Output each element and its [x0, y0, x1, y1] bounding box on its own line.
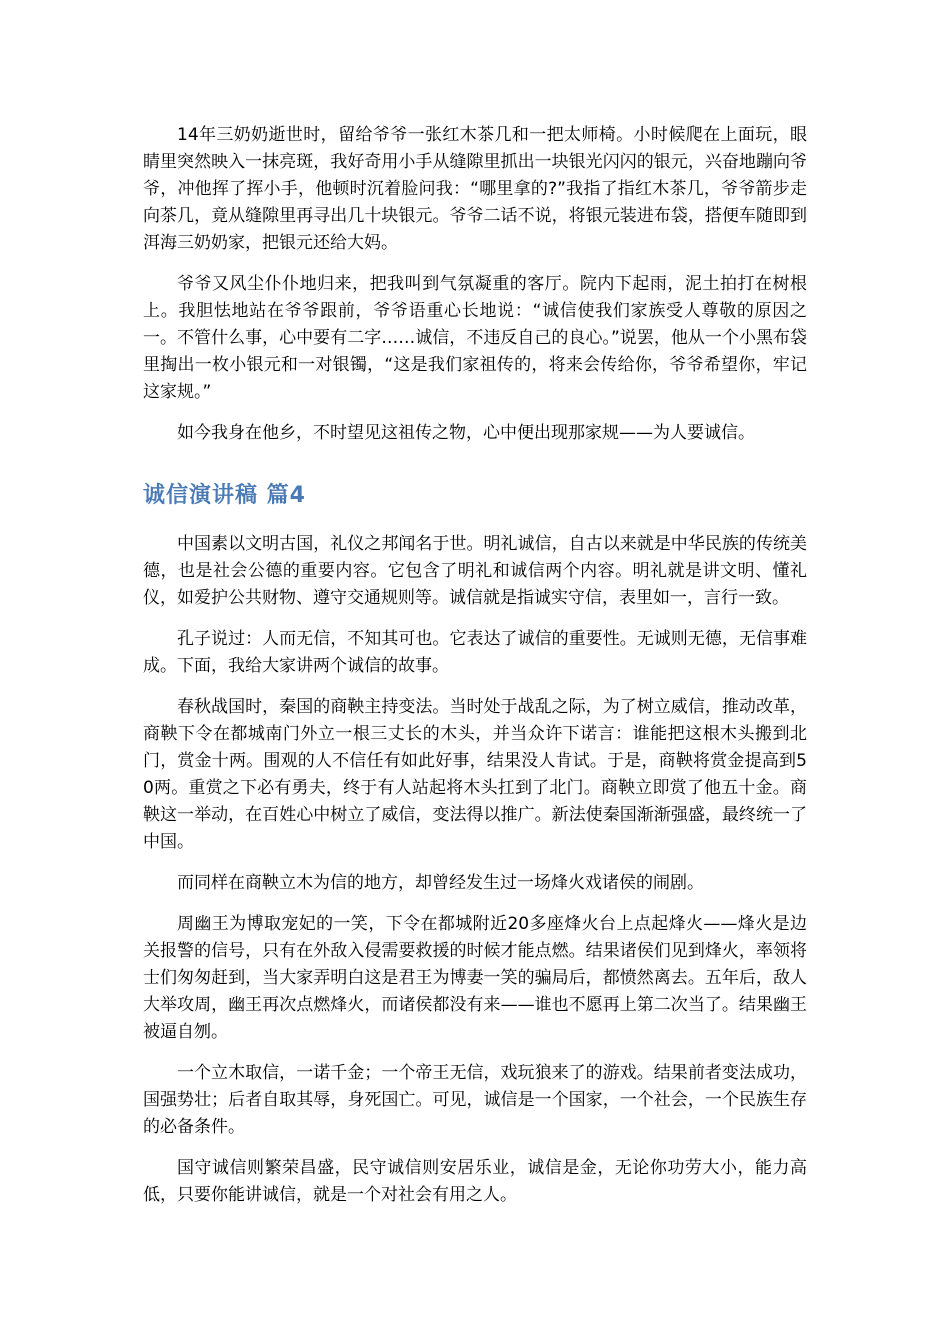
paragraph-king-you-story: 周幽王为博取宠妃的一笑，下令在都城附近20多座烽火台上点起烽火——烽火是边关报警的信号，只有在外敌入侵需要救援的时候才能点燃。结果诸侯们见到烽火，率领将士们匆匆赶到，当大家弄明白这是君王为博妻一笑的骗局后，都愤然离去。五年后，敌人大举攻周，幽王再次点燃烽火，而诸侯都没有来——谁也不愿再上第二次当了。结果幽王被逼自刎。 [143, 914, 807, 1042]
paragraph-conclusion: 国守诚信则繁荣昌盛，民守诚信则安居乐业，诚信是金，无论你功劳大小，能力高低，只要你能讲诚信，就是一个对社会有用之人。 [143, 1158, 807, 1205]
paragraph-shang-yang-story: 春秋战国时，秦国的商鞅主持变法。当时处于战乱之际，为了树立威信，推动改革，商鞅下令在都城南门外立一根三丈长的木头，并当众许下诺言：谁能把这根木头搬到北门，赏金十两。围观的人不信任有如此好事，结果没人肯试。于是，商鞅将赏金提高到50两。重赏之下必有勇夫，终于有人站起将木头扛到了北门。商鞅立即赏了他五十金。商鞅这一举动，在百姓心中树立了威信，变法得以推广。新法使秦国渐渐强盛，最终统一了中国。 [143, 697, 807, 852]
paragraph-family-rule: 如今我身在他乡，不时望见这祖传之物，心中便出现那家规——为人要诚信。 [177, 423, 755, 443]
paragraph-grandmother-inheritance: 14年三奶奶逝世时，留给爷爷一张红木茶几和一把太师椅。小时候爬在上面玩，眼睛里突然映入一抹亮斑，我好奇用小手从缝隙里抓出一块银光闪闪的银元，兴奋地蹦向爷爷，冲他挥了挥小手，他顿时沉着脸问我：“哪里拿的?”我指了指红木茶几，爷爷箭步走向茶几，竟从缝隙里再寻出几十块银元。爷爷二话不说，将银元装进布袋，搭便车随即到洱海三奶奶家，把银元还给大妈。 [143, 125, 807, 253]
document-page [143, 122, 807, 1223]
section-heading: 诚信演讲稿 篇4 [143, 483, 306, 508]
paragraph-comparison: 一个立木取信，一诺千金；一个帝王无信，戏玩狼来了的游戏。结果前者变法成功，国强势壮；后者自取其辱，身死国亡。可见，诚信是一个国家，一个社会，一个民族生存的必备条件。 [143, 1063, 807, 1137]
paragraph-etiquette-honesty: 中国素以文明古国，礼仪之邦闻名于世。明礼诚信，自古以来就是中华民族的传统美德，也是社会公德的重要内容。它包含了明礼和诚信两个内容。明礼就是讲文明、懂礼仪，如爱护公共财物、遵守交通规则等。诚信就是指诚实守信，表里如一，言行一致。 [143, 534, 807, 608]
paragraph-confucius-quote: 孔子说过：人而无信，不知其可也。它表达了诚信的重要性。无诚则无德，无信事难成。下面，我给大家讲两个诚信的故事。 [143, 629, 807, 676]
paragraph-beacon-transition: 而同样在商鞅立木为信的地方，却曾经发生过一场烽火戏诸侯的闹剧。 [177, 873, 704, 893]
paragraph-grandfather-lesson: 爷爷又风尘仆仆地归来，把我叫到气氛凝重的客厅。院内下起雨，泥土拍打在树根上。我胆怯地站在爷爷跟前，爷爷语重心长地说：“诚信使我们家族受人尊敬的原因之一。不管什么事，心中要有二字……诚信，不违反自己的良心。”说罢，他从一个小黑布袋里掏出一枚小银元和一对银镯，“这是我们家祖传的，将来会传给你，爷爷希望你，牢记这家规。” [143, 274, 807, 402]
